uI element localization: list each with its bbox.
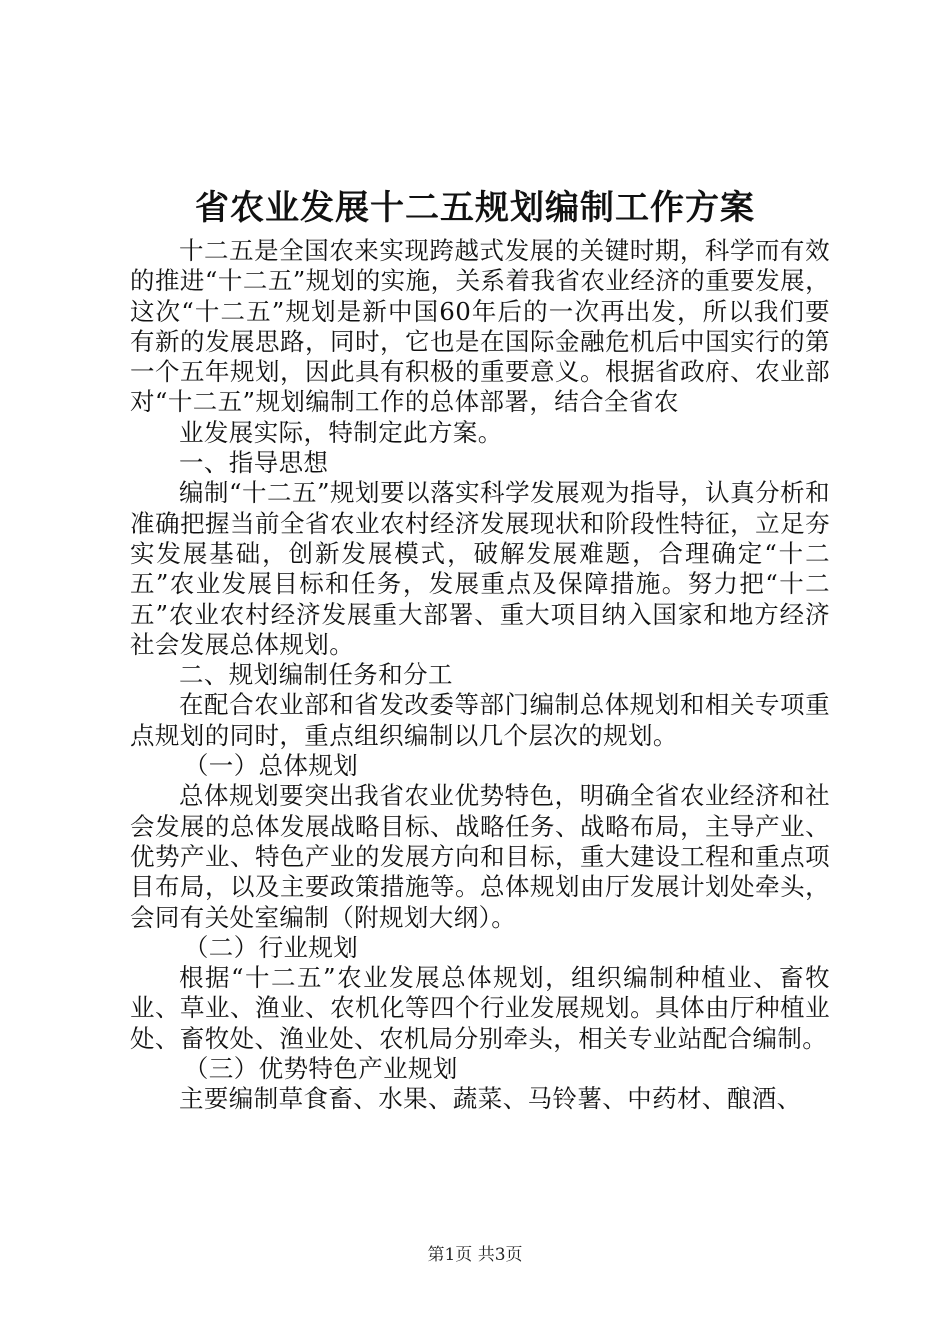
paragraph-intro: 十二五是全国农来实现跨越式发展的关键时期，科学而有效的推进“十二五”规划的实施，关系着我省农业经济的重要发展，这次“十二五”规划是新中国60年后的一次再出发，所以我们要有新的发展思路，同时，它也是在国际金融危机后中国实行的第一个五年规划，因此具有积极的重要意义。根据省政府、农业部对“十二五”规划编制工作的总体部署，结合全省农 [130,236,830,417]
subsection-heading-industry-plan: （二）行业规划 [183,932,359,962]
paragraph-industry-plan: 根据“十二五”农业发展总体规划，组织编制种植业、畜牧业、草业、渔业、农机化等四个行业发展规划。具体由厅种植业处、畜牧处、渔业处、农机局分别牵头，相关专业站配合编制。 [130,963,830,1053]
section-heading-guiding-thought: 一、指导思想 [179,448,329,478]
document-title: 省农业发展十二五规划编制工作方案 [195,188,755,228]
subsection-heading-overall-plan: （一）总体规划 [183,751,359,781]
document-body [130,236,830,1115]
paragraph-tasks: 在配合农业部和省发改委等部门编制总体规划和相关专项重点规划的同时，重点组织编制以几个层次的规划。 [130,690,830,750]
section-heading-tasks: 二、规划编制任务和分工 [179,660,453,690]
paragraph-overall-plan: 总体规划要突出我省农业优势特色，明确全省农业经济和社会发展的总体发展战略目标、战略任务、战略布局，主导产业、优势产业、特色产业的发展方向和目标，重大建设工程和重点项目布局，以及主要政策措施等。总体规划由厅发展计划处牵头，会同有关处室编制（附规划大纲）。 [130,781,830,932]
paragraph-specialty-plan: 主要编制草食畜、水果、蔬菜、马铃薯、中药材、酿酒、 [179,1084,802,1114]
paragraph-guiding-thought: 编制“十二五”规划要以落实科学发展观为指导，认真分析和准确把握当前全省农业农村经济发展现状和阶段性特征，立足夯实发展基础，创新发展模式，破解发展难题，合理确定“十二五”农业发展目标和任务，发展重点及保障措施。努力把“十二五”农业农村经济发展重大部署、重大项目纳入国家和地方经济社会发展总体规划。 [130,478,830,659]
page-number-footer: 第1页 共3页 [427,1245,523,1265]
paragraph-intro-continued: 业发展实际，特制定此方案。 [179,417,503,447]
subsection-heading-specialty-plan: （三）优势特色产业规划 [183,1054,458,1084]
